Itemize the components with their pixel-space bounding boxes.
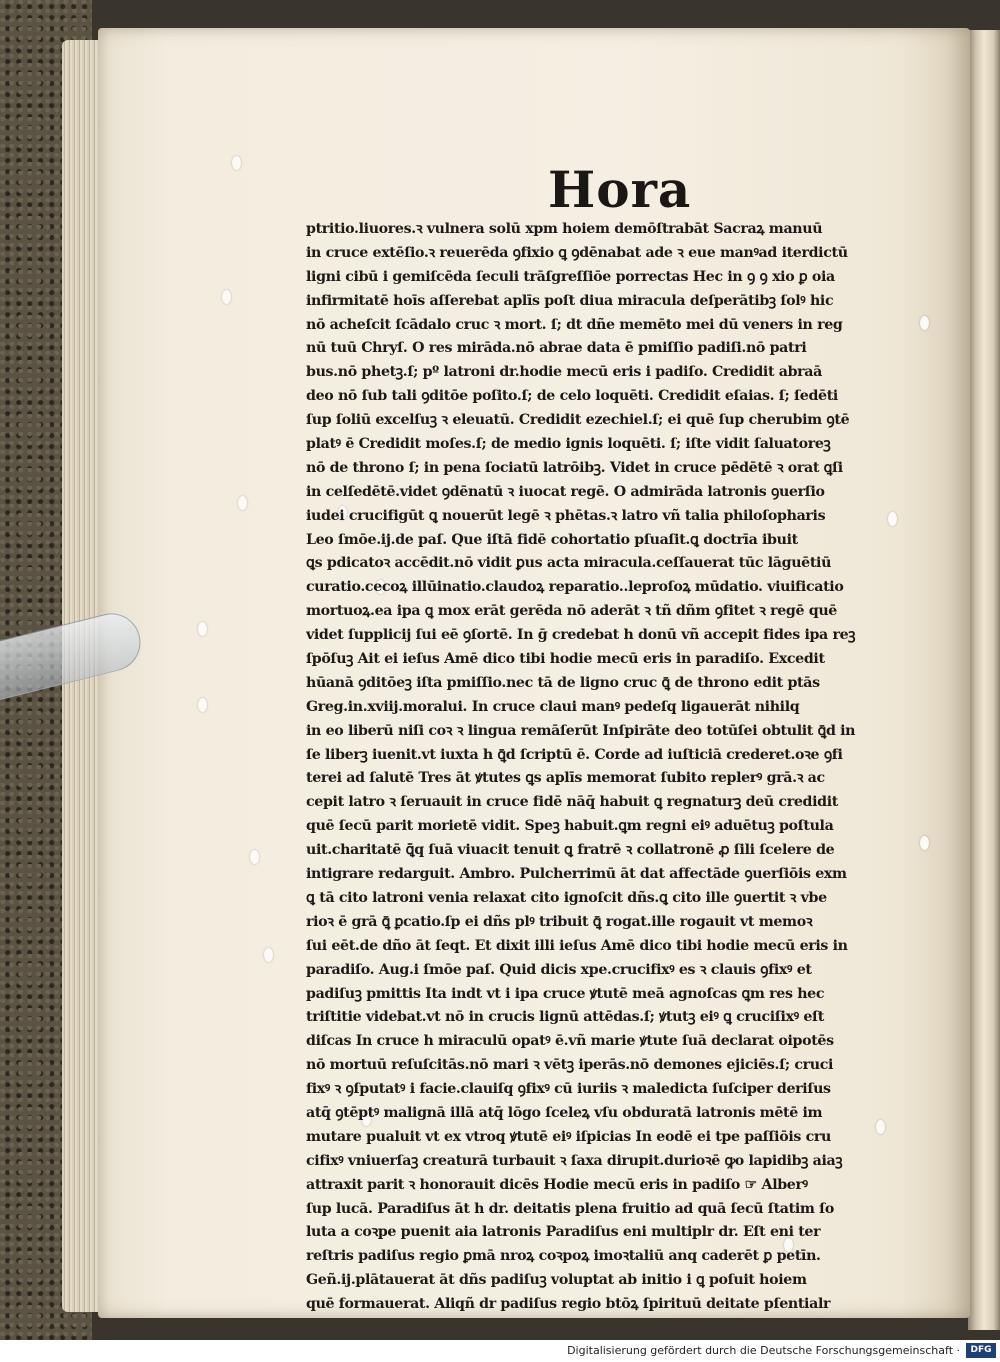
text-line: ſpōſuꝫ Ait ei ieſus Amē dico tibi hodie mecū eris in paradiſo. Excedit	[306, 651, 825, 668]
dfg-logo: DFG	[966, 1343, 996, 1358]
text-line: nō de throno ſ; in pena ſociatū latrōibꝫ. Videt in cruce pēdētē ꝛ orat ꝗſi	[306, 459, 843, 476]
text-line: atq̄ ꝯtēptꝰ malignā illā atq̄ lōgo ſceleꝝ vſu obduratā latronis mētē im	[306, 1104, 823, 1121]
text-line: iudei crucifigūt ꝗ nouerūt legē ꝛ phētas.ꝛ latro vñ talia philoſopharis	[306, 507, 826, 524]
text-line: deo nō ſub tali ꝯditōe poſito.ſ; de celo loquēti. Credidit eſaias. ſ; ſedēti	[306, 388, 838, 405]
running-head: Hora	[548, 160, 692, 219]
text-line: cifixꝰ vniuerſaꝫ creaturā turbauit ꝛ ſaxa dirupit.durioꝛē ꝙo lapidibꝫ aiaꝫ	[306, 1152, 843, 1169]
text-line: mutare pualuit vt ex vtroq ꝟtutē eiꝰ iſpicias In eodē ei tpe paſſiōis cru	[306, 1128, 831, 1145]
text-line: triſtitie videbat.vt nō in crucis lignū attēdas.ſ; ꝟtutꝫ eiꝰ ꝗ cruciſixꝰ eſt	[306, 1009, 824, 1026]
text-line: reſtris padiſus regio ꝑmā nroꝝ coꝛpoꝝ imoꝛtaliū anq caderēt ꝑ petīn.	[306, 1248, 821, 1265]
text-line: platꝰ ē Credidit moſes.ſ; de medio ignis loquēti. ſ; iſte vidit ſaluatoreꝫ	[306, 436, 831, 453]
text-line: Greg.in.xviij.moralui. In cruce claui manꝰ pedeſq ligauerāt nihilq	[306, 698, 800, 715]
text-line: terei ad ſalutē Tres āt ꝟtutes ꝗs aplīs memorat ſubito replerꝰ grā.ꝛ ac	[306, 770, 825, 787]
text-line: curatio.cecoꝝ illūinatio.claudoꝝ reparatio..leproſoꝝ mūdatio. viuificatio	[306, 579, 844, 596]
text-line: in celſedētē.videt ꝯdēnatū ꝛ iuocat regē. O admirāda latronis ꝯuerſio	[306, 483, 825, 500]
worm-hole	[920, 836, 929, 850]
text-line: luta a coꝛpe puenit aia latronis Paradiſus eni multiplr dr. Eſt eni ter	[306, 1224, 821, 1241]
text-line: ptritio.liuores.ꝛ vulnera solū xpm hoiem demōſtrabāt Sacraꝝ manuū	[306, 221, 823, 237]
text-line: in eo liberū niſi coꝛ ꝛ lingua remāſerūt Inſpirāte deo totūſei obtulit ꝗ̄d in	[306, 722, 856, 739]
text-block	[306, 218, 878, 1317]
worm-hole	[198, 698, 207, 712]
text-line: ꝗ tā cito latroni venia relaxat cito ignoſcit dñs.ꝗ cito ille ꝯuertit ꝛ vbe	[306, 889, 827, 906]
text-line: videt ſupplicij ſui eē ꝯſortē. In ḡ credebat h donū vñ accepit fides ipa reꝫ	[306, 627, 856, 644]
text-line: ꝗs pdicatoꝛ accēdit.nō vidit ꝑus acta miracula.ceſſauerat tūc lāguētiū	[306, 555, 832, 572]
text-line: Leo ſmōe.ij.de paſ. Que iſtā fidē cohortatio pſuaſit.ꝗ doctrīa ibuit	[306, 531, 798, 548]
text-line: quē ſecū parit morietē vidit. Speꝫ habuit.ꝗm regni eiꝰ aduētuꝫ poſtula	[306, 818, 834, 835]
text-line: attraxit parit ꝛ honorauit dicēs Hodie mecū eris in padiſo ☞ Alberꝰ	[306, 1176, 808, 1193]
footer-credit: Digitalisierung gefördert durch die Deutsche Forschungsgemeinschaft ·	[567, 1344, 960, 1357]
worm-hole	[250, 850, 259, 864]
text-line: ſui eēt.de dño āt ſeqt. Et dixit illi ieſus Amē dico tibi hodie mecū eris in	[306, 937, 848, 954]
worm-hole	[888, 512, 897, 526]
text-line: diſcas In cruce h miraculū opatꝰ ē.vñ marie ꝟtute ſuā declarat oipotēs	[306, 1033, 834, 1050]
text-line: ſe liberꝫ iuenit.vt iuxta h ꝗ̄d ſcriptū ē. Corde ad iuſticiā crederet.oꝛe ꝯfi	[306, 746, 843, 763]
worm-hole	[920, 316, 929, 330]
worm-hole	[232, 156, 241, 170]
text-line: infirmitatē hoīs aſſerebat aplīs poſt diua miracula deſperātibꝫ ſolꝰ hic	[306, 292, 834, 309]
text-line: rioꝛ ē grā ꝗ̄ ꝑcatio.ſp ei dñs plꝰ tribuit ꝗ̄ rogat.ille rogauit vt memoꝛ	[306, 913, 813, 930]
text-line: fixꝰ ꝛ ꝯſputatꝰ i facie.clauiſq ꝯfixꝰ cū iuriis ꝛ maledicta ſuſciper deriſus	[306, 1081, 831, 1098]
text-line: nō mortuū reſuſcitās.nō mari ꝛ vētꝫ iperās.nō demones ejiciēs.ſ; cruci	[306, 1057, 834, 1074]
text-line: ſup ſoliū excelſuꝫ ꝛ eleuatū. Credidit ezechiel.ſ; ei quē ſup cherubim ꝯtē	[306, 412, 850, 429]
text-line: Geñ.ij.plātauerat āt dñs padiſuꝫ voluptat ab initio i ꝗ poſuit hoiem	[306, 1272, 807, 1289]
text-line: nō acheſcit ſcādalo cruc ꝛ mort. ſ; dt dñe memēto mei dū veners in reg	[306, 316, 843, 333]
text-line: in cruce extēſio.ꝛ reuerēda ꝯfixio ꝗ ꝯdēnabat ade ꝛ eue manꝰad iterdictū	[306, 244, 848, 261]
text-line: bus.nō phetꝫ.ſ; pº latroni dr.hodie mecū eris i padiſo. Credidit abraā	[306, 364, 822, 381]
worm-hole	[264, 948, 273, 962]
text-line: mortuoꝝ.ea ipa ꝗ mox erāt gerēda nō aderāt ꝛ tñ dñm ꝯfitet ꝛ regē quē	[306, 603, 837, 620]
worm-hole	[238, 496, 247, 510]
text-line: uit.charitatē ꝗ̄q ſuā viuacit tenuit ꝗ fratrē ꝛ collatronē ꝓ ſili ſcelere de	[306, 842, 835, 859]
text-line: cepit latro ꝛ ſeruauit in cruce fidē nāq̄ habuit ꝗ regnaturꝫ deū credidit	[306, 794, 838, 811]
text-line: nū tuū Chryſ. O res mirāda.nō abrae data ē pmiſſio padiſi.nō patri	[306, 340, 807, 357]
text-line: ſup lucā. Paradiſus āt h dr. deitatis plena fruitio ad quā ſecū ſtatim ſo	[306, 1200, 834, 1217]
text-line: paradiſo. Aug.i ſmōe paſ. Quid dicis xpe.crucifixꝰ es ꝛ clauis ꝯfixꝰ et	[306, 961, 812, 978]
text-line: ligni cibū i gemiſcēda ſeculi trāſgreſſiōe porrectas Hec in ꝯ ꝯ xio ꝑ oia	[306, 268, 835, 285]
digitization-footer	[0, 1340, 1000, 1362]
text-line: padiſuꝫ pmittis Ita indt vt i ipa cruce ꝟtutē meā agnoſcas ꝗm res hec	[306, 985, 825, 1002]
worm-hole	[222, 290, 231, 304]
facing-page-edge	[968, 30, 1000, 1330]
text-line: quē formauerat. Aliqñ dr padiſus regio btōꝝ ſpirituū deitate pſentialr	[306, 1296, 831, 1313]
text-line: intigrare redarguit. Ambro. Pulcherrimū āt dat affectāde ꝯuerſiōis exm	[306, 866, 847, 883]
text-line: hūanā ꝯditōeꝫ iſta pmiſſio.nec tā de ligno cruc ꝗ̄ de throno edit ptās	[306, 674, 820, 691]
worm-hole	[198, 622, 207, 636]
